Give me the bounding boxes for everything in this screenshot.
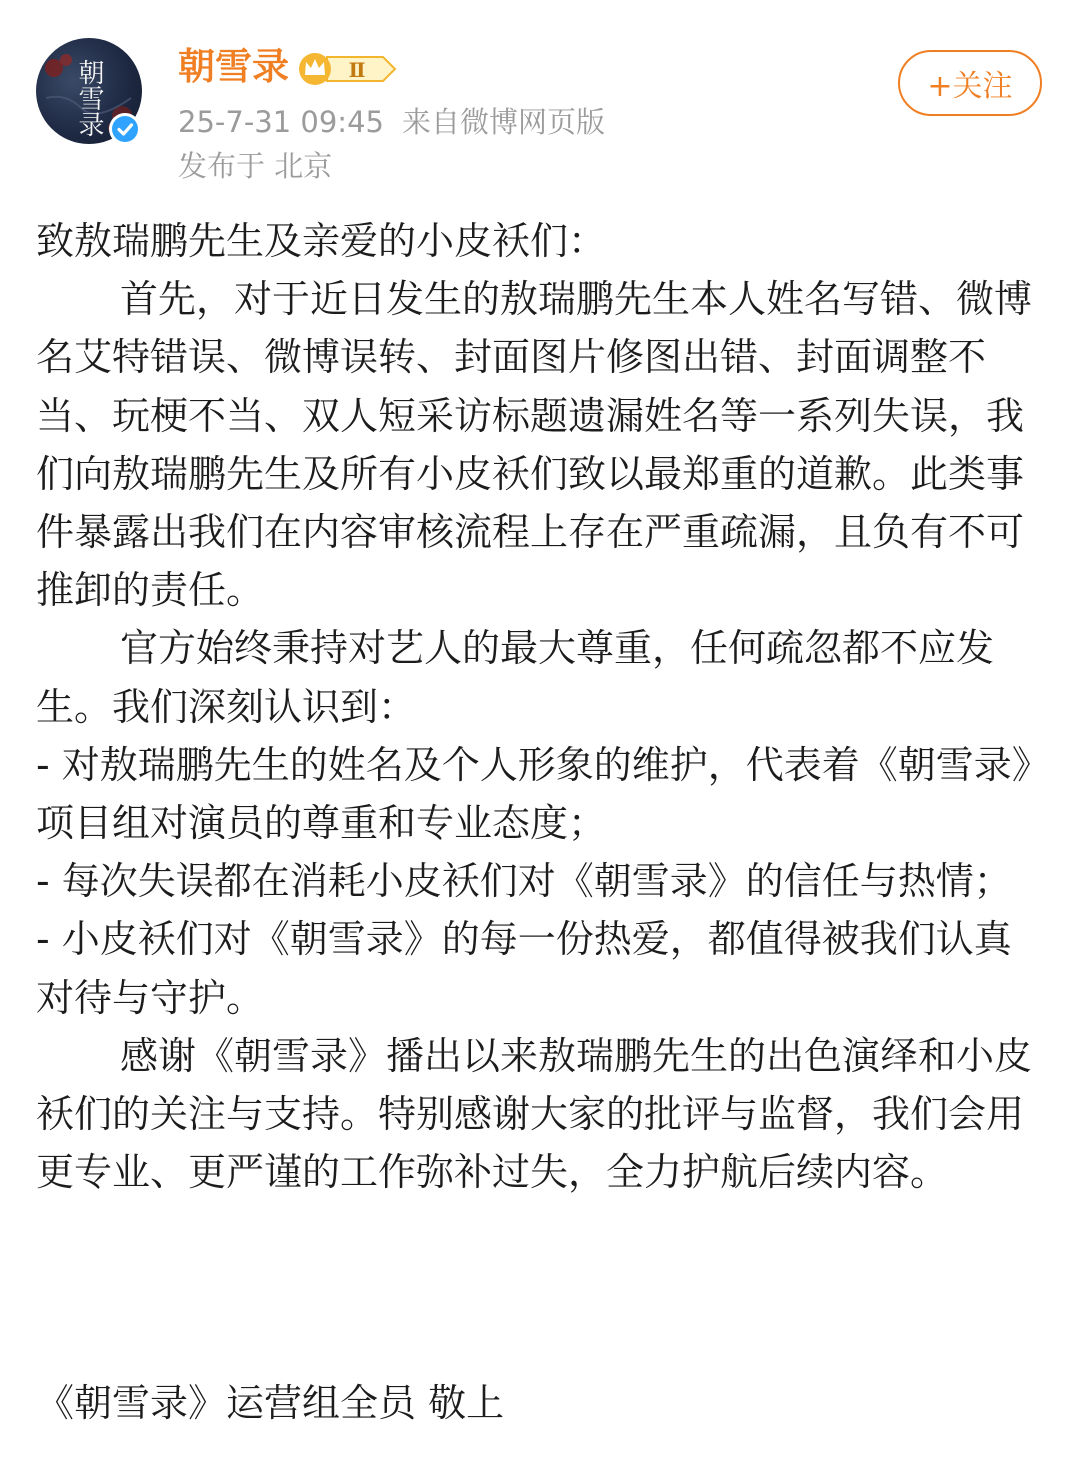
vip-level-label: Ⅱ — [348, 58, 366, 82]
verified-check-icon — [109, 113, 141, 145]
post-closing: 感谢《朝雪录》播出以来敖瑞鹏先生的出色演绎和小皮袄们的关注与支持。特别感谢大家的批评与监督，我们会用更专业、更严谨的工作弥补过失，全力护航后续内容。 — [36, 1033, 1033, 1195]
post-location: 发布于 北京 — [178, 149, 333, 183]
post-paragraph: 首先，对于近日发生的敖瑞鹏先生本人姓名写错、微博名艾特错误、微博误转、封面图片修图出错、封面调整不当、玩梗不当、双人短采访标题遗漏姓名等一系列失误，我们向敖瑞鹏先生及所有小皮袄们致以最郑重的道歉。此类事件暴露出我们在内容审核流程上存在严重疏漏，且负有不可推卸的责任。 — [36, 277, 1033, 613]
verified-badge — [109, 113, 141, 145]
post-signature: 《朝雪录》运营组全员 敬上 — [36, 1381, 505, 1425]
post-greeting: 致敖瑞鹏先生及亲爱的小皮袄们： — [36, 219, 607, 263]
post-bullet: - 对敖瑞鹏先生的姓名及个人形象的维护，代表着《朝雪录》项目组对演员的尊重和专业态度； — [36, 742, 1031, 846]
post-bullet: - 每次失误都在消耗小皮袄们对《朝雪录》的信任与热情； — [36, 859, 1012, 904]
crown-badge-icon — [297, 51, 397, 87]
post-source: 来自微博网页版 — [401, 105, 605, 139]
follow-button[interactable]: +关注 — [898, 50, 1042, 116]
post-body — [36, 212, 1046, 1201]
post-paragraph: 官方始终秉持对艺人的最大尊重，任何疏忽都不应发生。我们深刻认识到： — [36, 626, 995, 729]
avatar-calligraphy: 朝雪录 — [74, 59, 104, 137]
author-name[interactable]: 朝雪录 — [178, 45, 289, 88]
post-bullet: - 小皮袄们对《朝雪录》的每一份热爱，都值得被我们认真对待与守护。 — [36, 917, 1012, 1020]
post-time[interactable]: 25-7-31 09:45 — [178, 105, 384, 139]
vip-badge[interactable] — [297, 51, 397, 87]
post-meta — [178, 101, 605, 143]
